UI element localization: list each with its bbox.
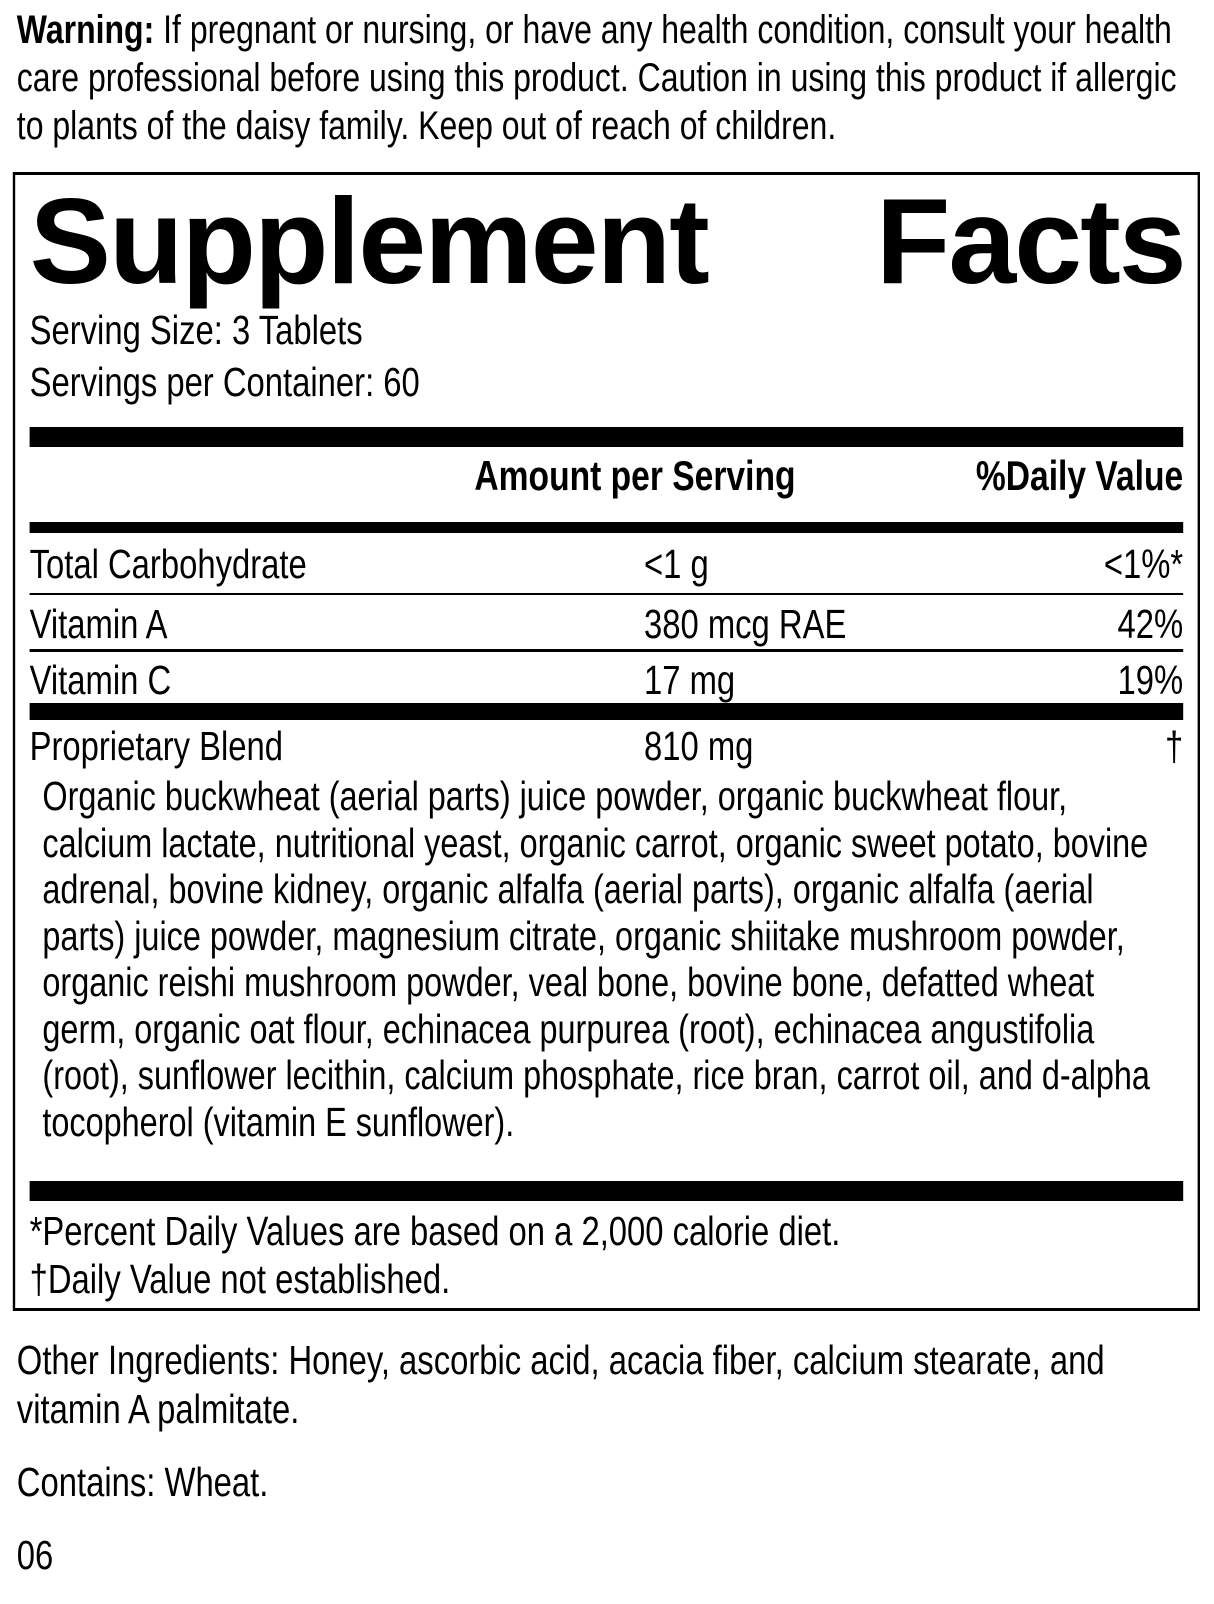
nutrient-daily-value: 42% xyxy=(1117,601,1184,647)
contains-statement: Contains: Wheat. xyxy=(16,1459,269,1505)
nutrient-row-vitamin-a xyxy=(30,599,1184,652)
nutrient-daily-value: 19% xyxy=(1117,657,1184,703)
nutrient-amount: <1 g xyxy=(644,541,709,587)
nutrient-daily-value: <1%* xyxy=(1103,541,1184,587)
footnote-daily-value-not-established: †Daily Value not established. xyxy=(29,1256,451,1302)
column-header-amount: Amount per Serving xyxy=(474,452,796,499)
footnote-percent-daily-values: *Percent Daily Values are based on a 2,000 calorie diet. xyxy=(29,1208,841,1254)
nutrient-row-vitamin-c xyxy=(30,655,1184,703)
warning-label: Warning: xyxy=(16,8,155,52)
dagger-symbol: † xyxy=(1164,723,1184,769)
column-headers-row xyxy=(30,451,1184,501)
nutrient-row-total-carbohydrate xyxy=(30,539,1184,595)
nutrient-name: Vitamin C xyxy=(29,657,172,703)
blend-description: Organic buckwheat (aerial parts) juice powder, organic buckwheat flour, calcium lactate, nutritional yeast, organic carrot, organic sweet potato, bovine adrenal, bovine kidney, organic alfalfa (aerial parts), organic alfalfa (aerial parts) juice powder, magnesium citrate, organic shiitake mushroom powder, organic reishi mushroom powder, veal bone, bovine bone, defatted wheat germ, organic oat flour, echinacea purpurea (root), echinacea angustifolia (root), sunflower lecithin, calcium phosphate, rice bran, carrot oil, and d-alpha tocopherol (vitamin E sunflower). xyxy=(42,773,1150,1145)
nutrient-row-proprietary-blend xyxy=(30,721,1184,771)
nutrient-amount: 810 mg xyxy=(644,723,754,769)
supplement-facts-panel xyxy=(13,172,1200,1311)
nutrient-amount: 17 mg xyxy=(644,657,736,703)
divider-bar-thick-top xyxy=(30,427,1184,447)
title-word-supplement: Supplement xyxy=(29,173,708,309)
panel-title xyxy=(29,173,1185,309)
nutrient-name: Vitamin A xyxy=(29,601,168,647)
column-header-daily-value: %Daily Value xyxy=(975,452,1184,499)
title-word-facts: Facts xyxy=(875,173,1185,309)
warning-text xyxy=(17,6,1191,150)
warning-body: If pregnant or nursing, or have any health condition, consult your health care professional before using this product. Caution in using this product if allergic to plants of the daisy family. Keep out of reach of children. xyxy=(16,8,1177,148)
servings-per-container: Servings per Container: 60 xyxy=(29,359,420,405)
product-code: 06 xyxy=(16,1532,54,1578)
serving-size: Serving Size: 3 Tablets xyxy=(29,307,363,353)
divider-bar-medium-header xyxy=(30,522,1184,533)
nutrient-name: Proprietary Blend xyxy=(29,723,284,769)
other-ingredients: Other Ingredients: Honey, ascorbic acid, acacia fiber, calcium stearate, and vitamin A palmitate. xyxy=(16,1337,1105,1432)
divider-bar-thick-blend xyxy=(30,703,1184,720)
nutrient-amount: 380 mcg RAE xyxy=(644,601,847,647)
nutrient-name: Total Carbohydrate xyxy=(29,541,307,587)
divider-bar-thick-footnotes xyxy=(30,1181,1184,1201)
